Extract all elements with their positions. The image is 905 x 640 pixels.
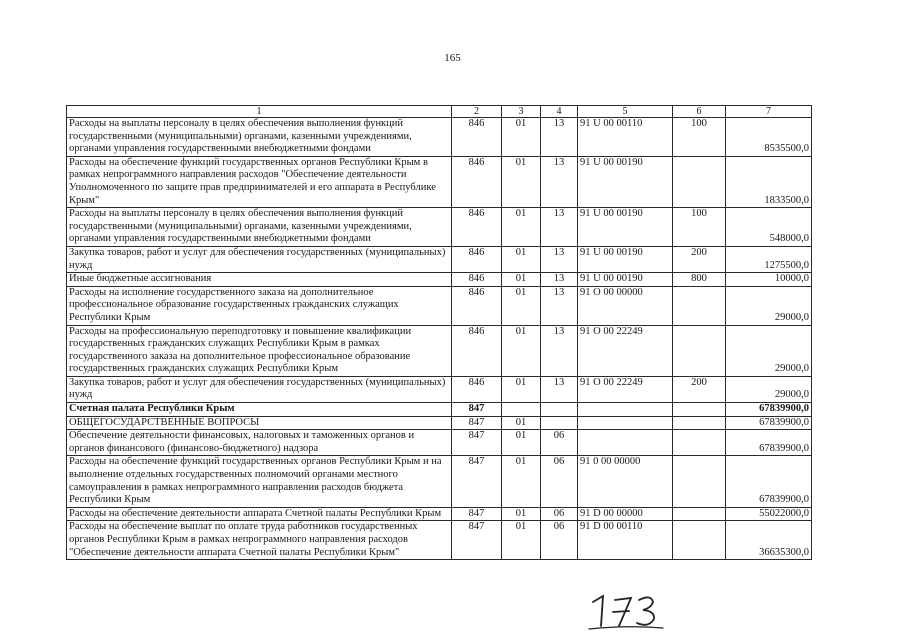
ministry-code: 846 bbox=[452, 156, 502, 207]
row-description: Закупка товаров, работ и услуг для обеспечения государственных (муниципальных) нужд bbox=[67, 376, 452, 402]
row-description: ОБЩЕГОСУДАРСТВЕННЫЕ ВОПРОСЫ bbox=[67, 416, 452, 430]
subsection-code: 13 bbox=[541, 376, 578, 402]
amount: 36635300,0 bbox=[726, 521, 812, 560]
ministry-code: 847 bbox=[452, 416, 502, 430]
target-article: 91 D 00 00110 bbox=[578, 521, 673, 560]
row-description: Обеспечение деятельности финансовых, налоговых и таможенных органов и органов финансового (финансово-бюджетного) надзора bbox=[67, 430, 452, 456]
table-row bbox=[67, 246, 812, 272]
subsection-code: 06 bbox=[541, 521, 578, 560]
table-row bbox=[67, 156, 812, 207]
section-code: 01 bbox=[502, 246, 541, 272]
target-article: 91 O 00 00000 bbox=[578, 286, 673, 325]
expense-type bbox=[673, 156, 726, 207]
amount: 1833500,0 bbox=[726, 156, 812, 207]
table-row bbox=[67, 325, 812, 376]
column-header: 3 bbox=[502, 106, 541, 118]
expense-type: 200 bbox=[673, 376, 726, 402]
ministry-code: 846 bbox=[452, 273, 502, 287]
subsection-code: 06 bbox=[541, 507, 578, 521]
handwritten-page-number bbox=[585, 592, 675, 632]
expense-type bbox=[673, 286, 726, 325]
table-row bbox=[67, 118, 812, 157]
ministry-code: 847 bbox=[452, 456, 502, 507]
section-code: 01 bbox=[502, 456, 541, 507]
target-article: 91 U 00 00110 bbox=[578, 118, 673, 157]
target-article bbox=[578, 430, 673, 456]
ministry-code: 847 bbox=[452, 521, 502, 560]
row-description: Расходы на обеспечение выплат по оплате труда работников государственных органов Республики Крым в рамках непрограммного направления расходов "Обеспечение деятельности аппарата Счетной палаты Республики Крым" bbox=[67, 521, 452, 560]
table-row bbox=[67, 286, 812, 325]
ministry-code: 847 bbox=[452, 430, 502, 456]
table-row bbox=[67, 376, 812, 402]
amount: 67839900,0 bbox=[726, 430, 812, 456]
column-header: 6 bbox=[673, 106, 726, 118]
table-row bbox=[67, 456, 812, 507]
header-row bbox=[67, 106, 812, 118]
section-code: 01 bbox=[502, 208, 541, 247]
amount: 67839900,0 bbox=[726, 456, 812, 507]
target-article bbox=[578, 416, 673, 430]
section-code: 01 bbox=[502, 376, 541, 402]
column-header: 4 bbox=[541, 106, 578, 118]
amount: 10000,0 bbox=[726, 273, 812, 287]
subsection-code bbox=[541, 403, 578, 417]
column-header: 2 bbox=[452, 106, 502, 118]
subsection-code: 06 bbox=[541, 430, 578, 456]
row-description: Расходы на профессиональную переподготовку и повышение квалификации государственных гражданских служащих Республики Крым в рамках государственного заказа на дополнительное профессиональное образование государственных гражданских служащих Республики Крым bbox=[67, 325, 452, 376]
section-code: 01 bbox=[502, 273, 541, 287]
ministry-code: 846 bbox=[452, 286, 502, 325]
ministry-code: 846 bbox=[452, 246, 502, 272]
column-header: 7 bbox=[726, 106, 812, 118]
table-row bbox=[67, 208, 812, 247]
row-description: Расходы на обеспечение функций государственных органов Республики Крым и на выполнение отдельных государственных полномочий органами местного самоуправления в рамках непрограммного направления расходов бюджета Республики Крым bbox=[67, 456, 452, 507]
column-header: 5 bbox=[578, 106, 673, 118]
section-code: 01 bbox=[502, 416, 541, 430]
expense-type: 800 bbox=[673, 273, 726, 287]
table-row bbox=[67, 403, 812, 417]
amount: 55022000,0 bbox=[726, 507, 812, 521]
table-row bbox=[67, 416, 812, 430]
ministry-code: 846 bbox=[452, 208, 502, 247]
amount: 29000,0 bbox=[726, 286, 812, 325]
table-row bbox=[67, 507, 812, 521]
row-description: Закупка товаров, работ и услуг для обеспечения государственных (муниципальных) нужд bbox=[67, 246, 452, 272]
subsection-code: 13 bbox=[541, 156, 578, 207]
expense-type: 100 bbox=[673, 118, 726, 157]
expense-type bbox=[673, 521, 726, 560]
section-code: 01 bbox=[502, 118, 541, 157]
row-description: Расходы на выплаты персоналу в целях обеспечения выполнения функций государственными (муниципальными) органами, казенными учреждениями, органами управления государственными внебюджетными фондами bbox=[67, 118, 452, 157]
column-header: 1 bbox=[67, 106, 452, 118]
section-code: 01 bbox=[502, 156, 541, 207]
ministry-code: 847 bbox=[452, 403, 502, 417]
ministry-code: 846 bbox=[452, 118, 502, 157]
expense-type bbox=[673, 416, 726, 430]
target-article: 91 O 00 22249 bbox=[578, 376, 673, 402]
ministry-code: 846 bbox=[452, 325, 502, 376]
amount: 29000,0 bbox=[726, 325, 812, 376]
amount: 548000,0 bbox=[726, 208, 812, 247]
subsection-code: 13 bbox=[541, 246, 578, 272]
row-description: Расходы на обеспечение функций государственных органов Республики Крым в рамках непрограммного направления расходов "Обеспечение деятельности Уполномоченного по защите прав предпринимателей и его аппарата в Республике Крым" bbox=[67, 156, 452, 207]
page-number: 165 bbox=[444, 52, 461, 64]
section-code: 01 bbox=[502, 325, 541, 376]
amount: 67839900,0 bbox=[726, 403, 812, 417]
table-row bbox=[67, 430, 812, 456]
section-code: 01 bbox=[502, 507, 541, 521]
subsection-code: 13 bbox=[541, 208, 578, 247]
subsection-code: 06 bbox=[541, 456, 578, 507]
expense-type bbox=[673, 325, 726, 376]
section-code: 01 bbox=[502, 286, 541, 325]
row-description: Счетная палата Республики Крым bbox=[67, 403, 452, 417]
expense-type: 200 bbox=[673, 246, 726, 272]
target-article: 91 U 00 00190 bbox=[578, 246, 673, 272]
table-body bbox=[67, 106, 812, 560]
row-description: Расходы на исполнение государственного заказа на дополнительное профессиональное образование государственных гражданских служащих Республики Крым bbox=[67, 286, 452, 325]
subsection-code: 13 bbox=[541, 118, 578, 157]
target-article bbox=[578, 403, 673, 417]
expense-type bbox=[673, 403, 726, 417]
expense-type: 100 bbox=[673, 208, 726, 247]
subsection-code bbox=[541, 416, 578, 430]
section-code: 01 bbox=[502, 521, 541, 560]
expense-type bbox=[673, 456, 726, 507]
amount: 67839900,0 bbox=[726, 416, 812, 430]
target-article: 91 O 00 22249 bbox=[578, 325, 673, 376]
amount: 8535500,0 bbox=[726, 118, 812, 157]
target-article: 91 U 00 00190 bbox=[578, 208, 673, 247]
amount: 1275500,0 bbox=[726, 246, 812, 272]
target-article: 91 U 00 00190 bbox=[578, 156, 673, 207]
row-description: Расходы на обеспечение деятельности аппарата Счетной палаты Республики Крым bbox=[67, 507, 452, 521]
table-row bbox=[67, 521, 812, 560]
row-description: Иные бюджетные ассигнования bbox=[67, 273, 452, 287]
target-article: 91 U 00 00190 bbox=[578, 273, 673, 287]
target-article: 91 D 00 00000 bbox=[578, 507, 673, 521]
ministry-code: 846 bbox=[452, 376, 502, 402]
subsection-code: 13 bbox=[541, 325, 578, 376]
section-code bbox=[502, 403, 541, 417]
subsection-code: 13 bbox=[541, 286, 578, 325]
target-article: 91 0 00 00000 bbox=[578, 456, 673, 507]
subsection-code: 13 bbox=[541, 273, 578, 287]
table-row bbox=[67, 273, 812, 287]
ministry-code: 847 bbox=[452, 507, 502, 521]
expense-type bbox=[673, 507, 726, 521]
row-description: Расходы на выплаты персоналу в целях обеспечения выполнения функций государственными (муниципальными) органами, казенными учреждениями, органами управления государственными внебюджетными фондами bbox=[67, 208, 452, 247]
section-code: 01 bbox=[502, 430, 541, 456]
expense-type bbox=[673, 430, 726, 456]
budget-table bbox=[66, 105, 812, 560]
amount: 29000,0 bbox=[726, 376, 812, 402]
